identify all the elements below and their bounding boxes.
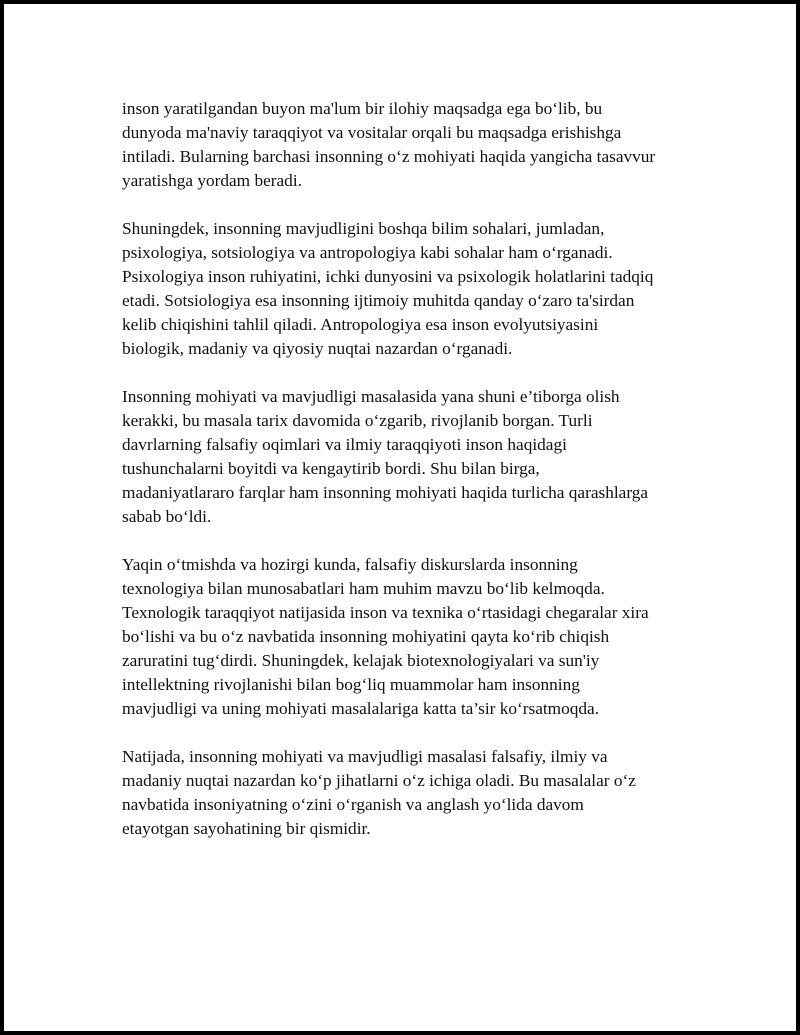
text-line: tushunchalarni boyitdi va kengaytirib bordi. Shu bilan birga,: [122, 459, 540, 478]
paragraph-5: [122, 745, 702, 841]
text-line: kerakki, bu masala tarix davomida o‘zgarib, rivojlanib borgan. Turli: [122, 411, 593, 430]
text-line: davrlarning falsafiy oqimlari va ilmiy taraqqiyoti inson haqidagi: [122, 435, 567, 454]
document-body: [122, 97, 702, 865]
text-line: intellektning rivojlanishi bilan bog‘liq muammolar ham insonning: [122, 675, 580, 694]
text-line: Texnologik taraqqiyot natijasida inson va texnika o‘rtasidagi chegaralar xira: [122, 603, 649, 622]
text-line: inson yaratilgandan buyon ma'lum bir ilohiy maqsadga ega bo‘lib, bu: [122, 99, 603, 118]
paragraph-1: [122, 97, 702, 193]
text-line: Yaqin o‘tmishda va hozirgi kunda, falsafiy diskurslarda insonning: [122, 555, 578, 574]
paragraph-4: [122, 553, 702, 721]
text-line: etadi. Sotsiologiya esa insonning ijtimoiy muhitda qanday o‘zaro ta'sirdan: [122, 291, 635, 310]
text-line: biologik, madaniy va qiyosiy nuqtai nazardan o‘rganadi.: [122, 339, 513, 358]
text-line: mavjudligi va uning mohiyati masalalariga katta ta’sir ko‘rsatmoqda.: [122, 699, 600, 718]
text-line: sabab bo‘ldi.: [122, 507, 212, 526]
text-line: zaruratini tug‘dirdi. Shuningdek, kelajak biotexnologiyalari va sun'iy: [122, 651, 600, 670]
text-line: navbatida insoniyatning o‘zini o‘rganish va anglash yo‘lida davom: [122, 795, 584, 814]
text-line: Insonning mohiyati va mavjudligi masalasida yana shuni e’tiborga olish: [122, 387, 620, 406]
text-line: bo‘lishi va bu o‘z navbatida insonning mohiyatini qayta ko‘rib chiqish: [122, 627, 610, 646]
text-line: etayotgan sayohatining bir qismidir.: [122, 819, 371, 838]
paragraph-2: [122, 217, 702, 361]
text-line: psixologiya, sotsiologiya va antropologiya kabi sohalar ham o‘rganadi.: [122, 243, 613, 262]
text-line: texnologiya bilan munosabatlari ham muhim mavzu bo‘lib kelmoqda.: [122, 579, 605, 598]
text-line: intiladi. Bularning barchasi insonning o‘z mohiyati haqida yangicha tasavvur: [122, 147, 656, 166]
text-line: madaniyatlararo farqlar ham insonning mohiyati haqida turlicha qarashlarga: [122, 483, 649, 502]
paragraph-3: [122, 385, 702, 529]
text-line: Natijada, insonning mohiyati va mavjudligi masalasi falsafiy, ilmiy va: [122, 747, 608, 766]
text-line: dunyoda ma'naviy taraqqiyot va vositalar orqali bu maqsadga erishishga: [122, 123, 622, 142]
text-line: Psixologiya inson ruhiyatini, ichki dunyosini va psixologik holatlarini tadqiq: [122, 267, 654, 286]
text-line: kelib chiqishini tahlil qiladi. Antropologiya esa inson evolyutsiyasini: [122, 315, 599, 334]
text-line: Shuningdek, insonning mavjudligini boshqa bilim sohalari, jumladan,: [122, 219, 605, 238]
text-line: madaniy nuqtai nazardan ko‘p jihatlarni o‘z ichiga oladi. Bu masalalar o‘z: [122, 771, 636, 790]
text-line: yaratishga yordam beradi.: [122, 171, 302, 190]
